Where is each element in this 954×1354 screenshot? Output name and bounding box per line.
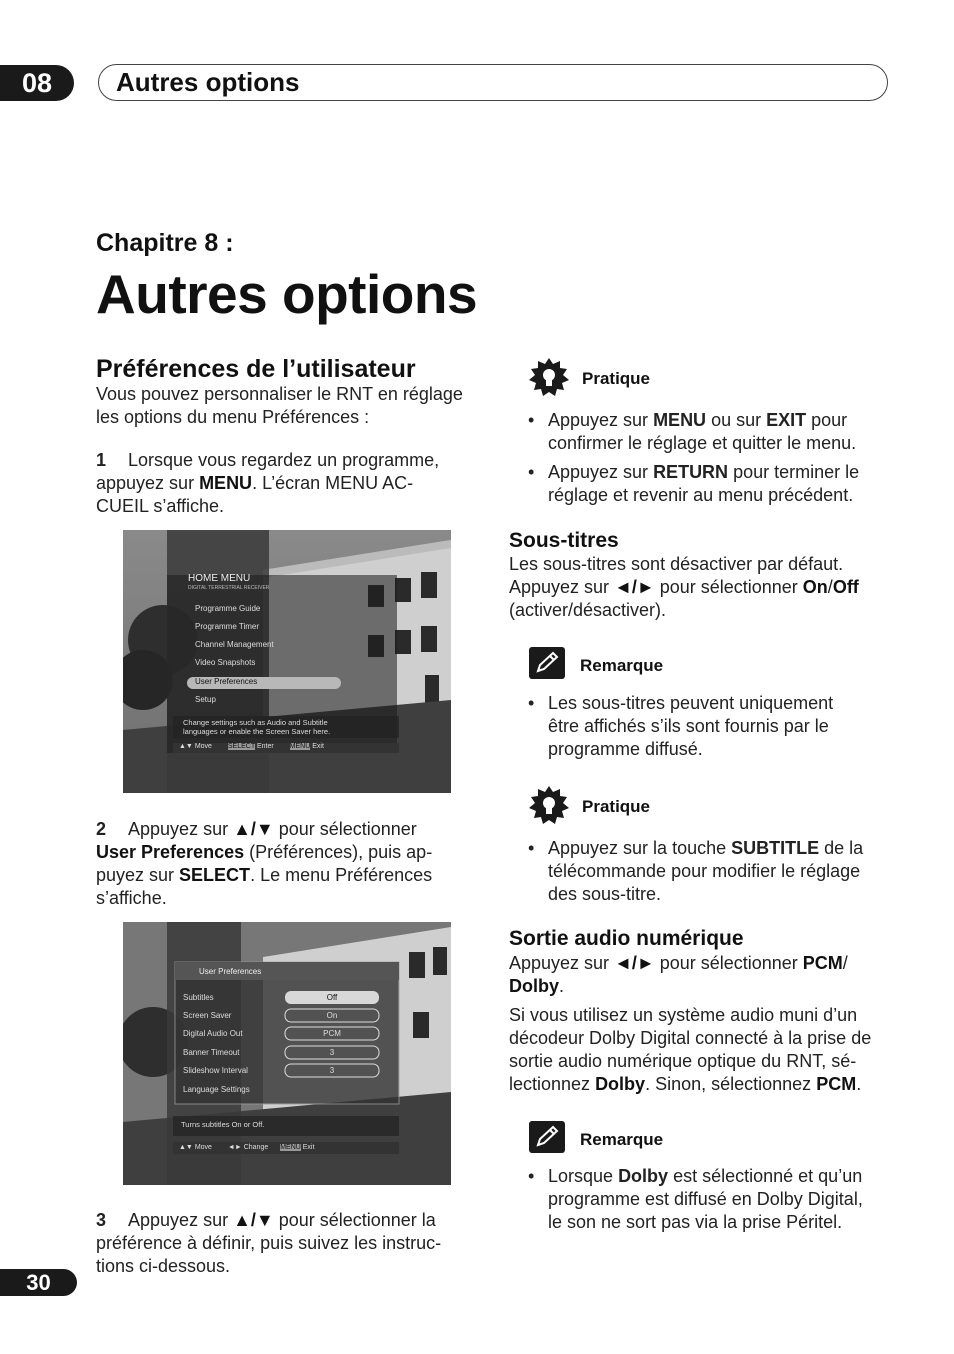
pref-value-digital-audio[interactable]: PCM bbox=[323, 1029, 341, 1038]
step-2: 2 Appuyez sur ▲/▼ pour sélectionner User Preferences (Préférences), puis ap- puyez sur SELECT. Le menu Préférences s’affiche. bbox=[96, 819, 433, 908]
list-item: • Lorsque Dolby est sélectionné et qu’un programme est diffusé en Dolby Digital, le son ne sort pas via la prise Péritel. bbox=[528, 1165, 898, 1234]
home-menu-illustration bbox=[123, 530, 451, 793]
audio-paragraph-2: Si vous utilisez un système audio muni d’un décodeur Dolby Digital connecté à la prise de sortie audio numérique optique du RNT, sé- lectionnez Dolby. Sinon, sélectionnez PCM. bbox=[509, 1005, 872, 1094]
lightbulb-icon bbox=[528, 357, 570, 399]
tip-label: Pratique bbox=[582, 369, 651, 388]
note-list-1 bbox=[528, 692, 898, 767]
pref-value-subtitles[interactable]: Off bbox=[326, 993, 338, 1002]
list-item: • Les sous-titres peuvent uniquement être affichés s’ils sont fournis par le programme diffusé. bbox=[528, 692, 898, 761]
header-title: Autres options bbox=[116, 67, 300, 97]
list-item: • Appuyez sur RETURN pour terminer le réglage et revenir au menu précédent. bbox=[528, 461, 898, 507]
tip-list-1 bbox=[528, 409, 898, 513]
home-menu-help: Change settings such as Audio and Subtitle languages or enable the Screen Saver here. bbox=[183, 718, 331, 736]
up-down-icon: ▲▼ bbox=[179, 1144, 195, 1151]
home-menu-title: HOME MENU bbox=[188, 573, 251, 584]
user-preferences-title: User Preferences bbox=[199, 967, 262, 976]
subtitles-paragraph: Les sous-titres sont désactiver par défaut. Appuyez sur ◄/► pour sélectionner On/Off (activer/désactiver). bbox=[509, 554, 859, 620]
pref-value-slideshow-interval[interactable]: 3 bbox=[329, 1066, 335, 1075]
section-title-preferences: Préférences de l’utilisateur bbox=[96, 355, 416, 383]
tip-label: Pratique bbox=[582, 797, 651, 816]
note-label: Remarque bbox=[580, 656, 664, 675]
tip-list-2 bbox=[528, 837, 898, 912]
audio-paragraph-1: Appuyez sur ◄/► pour sélectionner PCM/ Dolby. bbox=[509, 953, 848, 996]
left-right-icon: ◄► bbox=[227, 1144, 244, 1151]
home-menu-subtitle: DIGITAL TERRESTRIAL RECEIVER bbox=[188, 585, 270, 591]
note-list-2 bbox=[528, 1165, 898, 1240]
step-3: 3 Appuyez sur ▲/▼ pour sélectionner la préférence à définir, puis suivez les instruc- tions ci-dessous. bbox=[96, 1210, 442, 1276]
pencil-note-icon bbox=[529, 1121, 565, 1153]
pref-label-screen-saver: Screen Saver bbox=[183, 1011, 232, 1020]
user-preferences-screenshot bbox=[123, 922, 451, 1185]
menu-item-setup[interactable]: Setup bbox=[195, 695, 216, 704]
page-number: 30 bbox=[0, 1269, 77, 1296]
section-title-digital-audio: Sortie audio numérique bbox=[509, 927, 744, 950]
pref-label-banner-timeout: Banner Timeout bbox=[183, 1048, 240, 1057]
note-label: Remarque bbox=[580, 1130, 664, 1149]
chapter-number-badge: 08 bbox=[0, 65, 74, 101]
menu-item-user-preferences[interactable]: User Preferences bbox=[195, 677, 258, 686]
lightbulb-icon bbox=[528, 785, 570, 827]
user-preferences-footer: ▲▼ Move ◄► Change MENU Exit bbox=[179, 1144, 315, 1151]
intro-paragraph: Vous pouvez personnaliser le RNT en réglage les options du menu Préférences : bbox=[96, 384, 463, 427]
pref-value-banner-timeout[interactable]: 3 bbox=[329, 1048, 335, 1057]
menu-item-video-snapshots[interactable]: Video Snapshots bbox=[195, 658, 256, 667]
step-1: 1 Lorsque vous regardez un programme, appuyez sur MENU. L’écran MENU AC- CUEIL s’affiche. bbox=[96, 450, 440, 516]
list-item: • Appuyez sur MENU ou sur EXIT pour confirmer le réglage et quitter le menu. bbox=[528, 409, 898, 455]
pref-value-screen-saver[interactable]: On bbox=[326, 1011, 338, 1020]
chapter-title: Autres options bbox=[96, 263, 478, 325]
pref-label-digital-audio: Digital Audio Out bbox=[183, 1029, 243, 1038]
pref-label-language-settings[interactable]: Language Settings bbox=[183, 1085, 250, 1094]
pref-label-slideshow-interval: Slideshow Interval bbox=[183, 1066, 248, 1075]
pref-label-subtitles: Subtitles bbox=[183, 993, 214, 1002]
pencil-note-icon bbox=[529, 647, 565, 679]
home-menu-footer: ▲▼ Move SELECT Enter MENU Exit bbox=[179, 743, 324, 750]
home-menu-screenshot bbox=[123, 530, 451, 793]
menu-item-channel-management[interactable]: Channel Management bbox=[195, 640, 274, 649]
user-preferences-help: Turns subtitles On or Off. bbox=[181, 1120, 265, 1129]
section-title-subtitles: Sous-titres bbox=[509, 529, 619, 552]
list-item: • Appuyez sur la touche SUBTITLE de la télécommande pour modifier le réglage des sous-titre. bbox=[528, 837, 898, 906]
menu-item-programme-timer[interactable]: Programme Timer bbox=[195, 622, 260, 631]
menu-item-programme-guide[interactable]: Programme Guide bbox=[195, 604, 261, 613]
chapter-subtitle: Chapitre 8 : bbox=[96, 229, 234, 257]
up-down-icon: ▲▼ bbox=[179, 743, 195, 750]
